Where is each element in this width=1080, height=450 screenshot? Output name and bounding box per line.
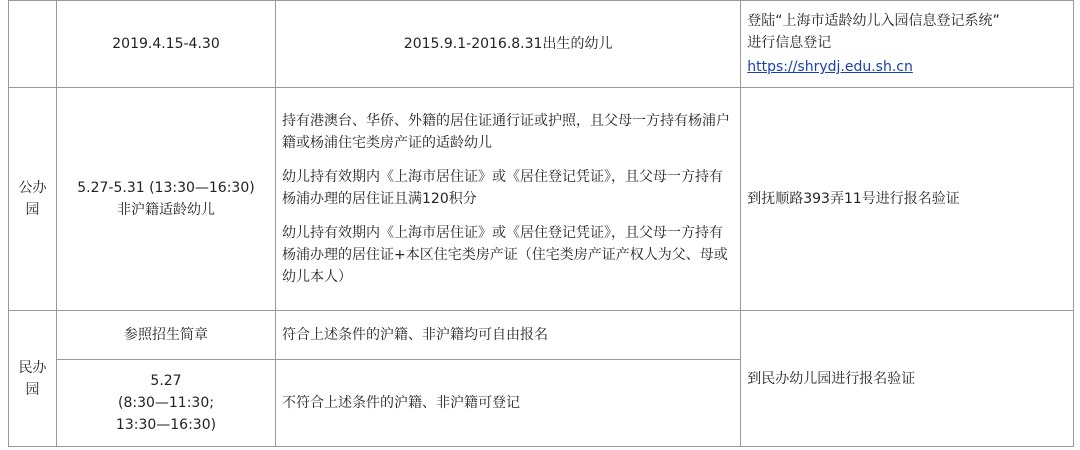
note-cell: 到民办幼儿园进行报名验证: [741, 311, 1074, 447]
condition-cell: 2015.9.1-2016.8.31出生的幼儿: [276, 1, 741, 88]
time-range: 5.27-5.31 (13:30—16:30): [77, 180, 255, 196]
note-cell: 到抚顺路393弄11号进行报名验证: [741, 88, 1074, 311]
category-cell-public: 公办园: [9, 88, 57, 311]
category-cell-empty: [9, 1, 57, 88]
note-text: 登陆“上海市适龄幼儿入园信息登记系统”: [747, 13, 1000, 29]
condition-item: 幼儿持有效期内《上海市居住证》或《居住登记凭证》，且父母一方持有杨浦办理的居住证+本区住宅类房产证（住宅类房产证产权人为父、母或幼儿本人）: [282, 225, 728, 285]
target-group: 非沪籍适龄幼儿: [116, 202, 215, 218]
table-row-public-kindergarten: [9, 88, 1074, 311]
time-cell: [56, 88, 275, 311]
condition-cell: [276, 88, 741, 311]
category-cell-private: 民办园: [9, 311, 57, 447]
time-cell: 2019.4.15-4.30: [56, 1, 275, 88]
note-text-continued: 进行信息登记: [747, 35, 832, 51]
time-range: 13:30—16:30): [115, 417, 217, 433]
condition-cell: 符合上述条件的沪籍、非沪籍均可自由报名: [276, 311, 741, 360]
condition-cell: 不符合上述条件的沪籍、非沪籍可登记: [276, 360, 741, 447]
note-cell: [741, 1, 1074, 88]
table-row-private-kindergarten: [9, 311, 1074, 360]
date: 5.27: [150, 373, 182, 389]
time-cell: 参照招生简章: [56, 311, 275, 360]
time-range: (8:30—11:30;: [118, 395, 214, 411]
condition-item: 持有港澳台、华侨、外籍的居住证通行证或护照，且父母一方持有杨浦户籍或杨浦住宅类房产证的适龄幼儿: [282, 113, 731, 151]
enrollment-table: [8, 0, 1074, 447]
time-cell: [56, 360, 275, 447]
registration-system-link[interactable]: https://shrydj.edu.sh.cn: [747, 59, 913, 75]
table-row-online-registration: [9, 1, 1074, 88]
condition-item: 幼儿持有效期内《上海市居住证》或《居住登记凭证》，且父母一方持有杨浦办理的居住证且满120积分: [282, 169, 724, 207]
